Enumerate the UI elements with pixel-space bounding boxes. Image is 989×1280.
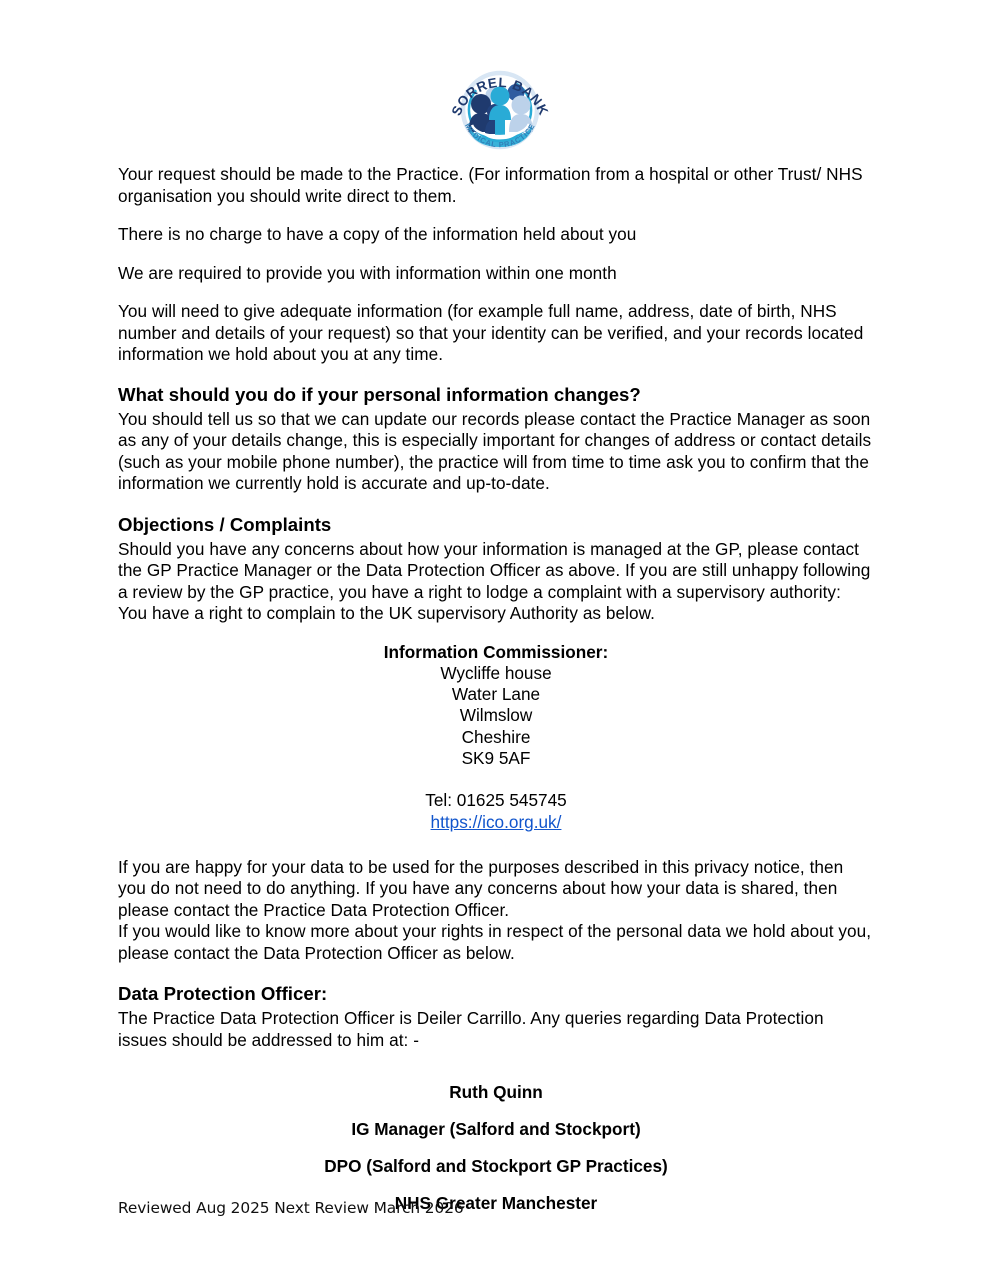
ico-website-link[interactable]: https://ico.org.uk/ — [430, 811, 562, 832]
spacer-before-dpo-details — [118, 1068, 874, 1082]
commissioner-postcode: SK9 5AF — [461, 747, 531, 768]
commissioner-title: Information Commissioner: — [383, 641, 609, 662]
paragraph-no-charge: There is no charge to have a copy of the information held about you — [118, 224, 637, 244]
dpo-organisation: NHS Greater Manchester — [394, 1193, 598, 1214]
dpo-name: Ruth Quinn — [449, 1082, 543, 1103]
paragraph-concerns-complaints: Should you have any concerns about how your information is managed at the GP, please contact the GP Practice Manager or the Data Protection Officer as above. If you are still unhappy following a review by the GP practice, you have a right to lodge a complaint with a supervisory authority: You have a right to complain to the UK supervisory Authority as below. — [118, 538, 871, 623]
dpo-role: IG Manager (Salford and Stockport) — [351, 1119, 641, 1140]
document-content — [118, 164, 874, 1214]
spacer-after-commissioner — [118, 833, 874, 857]
information-commissioner-block — [118, 642, 874, 833]
practice-logo — [447, 56, 553, 158]
paragraph-know-more-rights: If you would like to know more about your rights in respect of the personal data we hold about you, please contact the Data Protection Officer as below. — [118, 921, 872, 963]
dpo-spacer-1 — [118, 1103, 874, 1119]
dpo-spacer-2 — [118, 1140, 874, 1156]
commissioner-website-line — [118, 812, 874, 833]
paragraph-one-month: We are required to provide you with information within one month — [118, 262, 617, 283]
commissioner-address-line-1: Wycliffe house — [440, 662, 552, 683]
paragraph-request-to-practice: Your request should be made to the Practice. (For information from a hospital or other Trust/ NHS organisation you should write direct to them. — [118, 164, 863, 206]
document-footer: Reviewed Aug 2025 Next Review March 2026 — [118, 1199, 464, 1217]
commissioner-address-line-2: Water Lane — [451, 684, 541, 705]
paragraph-tell-us-changes: You should tell us so that we can update our records please contact the Practice Manager as soon as any of your details change, this is especially important for changes of address or contact details (such as your mobile phone number), the practice will from time to time ask you to confirm that the information we currently hold is accurate and up-to-date. — [118, 408, 872, 493]
commissioner-address-line-4: Cheshire — [461, 726, 531, 747]
paragraph-dpo-contact-intro: The Practice Data Protection Officer is Deiler Carrillo. Any queries regarding Data Protection issues should be addressed to him at: - — [118, 1008, 824, 1050]
practice-logo-svg — [447, 56, 553, 158]
commissioner-telephone: Tel: 01625 545745 — [425, 790, 567, 811]
dpo-spacer-3 — [118, 1177, 874, 1193]
commissioner-spacer — [118, 769, 874, 790]
dpo-title: DPO (Salford and Stockport GP Practices) — [324, 1156, 668, 1177]
paragraph-adequate-information: You will need to give adequate information (for example full name, address, date of birth, NHS number and details of your request) so that your identity can be verified, and your records located information we hold about you at any time. — [118, 301, 864, 364]
logo-top-arc-label: SORREL BANK — [448, 74, 552, 118]
dpo-contact-block — [118, 1082, 874, 1214]
logo-bottom-arc-label: MEDICAL PRACTICE — [463, 121, 537, 150]
heading-personal-information-changes: What should you do if your personal information changes? — [118, 383, 641, 405]
paragraph-happy-with-data: If you are happy for your data to be used for the purposes described in this privacy notice, then you do not need to do anything. If you have any concerns about how your data is shared, then please contact the Practice Data Protection Officer. — [118, 856, 844, 920]
heading-objections-complaints: Objections / Complaints — [118, 513, 332, 535]
commissioner-address-line-3: Wilmslow — [459, 705, 533, 726]
heading-data-protection-officer: Data Protection Officer: — [118, 983, 328, 1005]
